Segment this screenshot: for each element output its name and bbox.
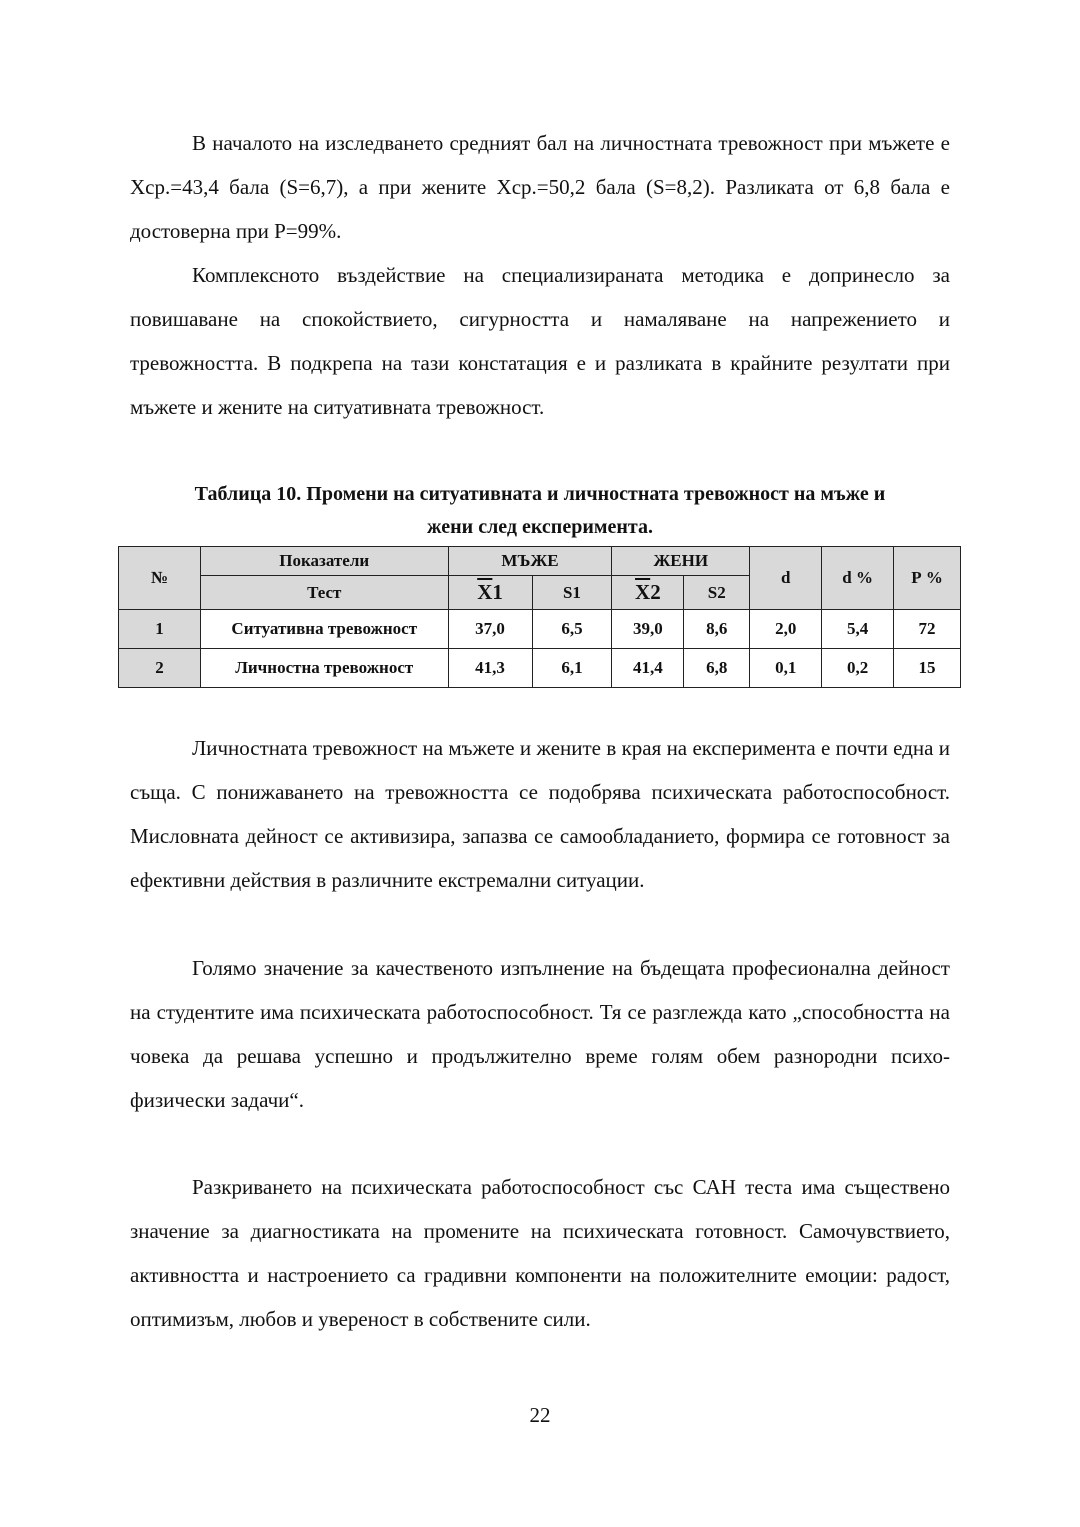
paragraph-personal-anxiety-baseline: В началото на изследването средният бал на личностната тревожност при мъжете е Хср.=43,4 бала (S=6,7), а при жените Хср.=50,2 бала (S=8,2). Разликата от 6,8 бала е достоверна при Р=99%.: [130, 131, 950, 243]
header-d: d: [750, 547, 822, 610]
paragraph-san-test: Разкриването на психическата работоспособност със САН теста има съществено значение за диагностиката на промените на психическата готовност. Самочувствието, активността и настроението са градивни компоненти на положителните емоции: радост, оптимизъм, любов и увереност в собствените сили.: [130, 1175, 950, 1331]
header-mean-women: $\overline{X}2$: [612, 576, 684, 610]
cell-no: 2: [119, 649, 201, 688]
header-sd-men: S1: [532, 576, 612, 610]
anxiety-results-table: [118, 546, 961, 688]
cell-x2: 41,4: [612, 649, 684, 688]
cell-x2: 39,0: [612, 610, 684, 649]
paragraph-personal-anxiety-end: Личностната тревожност на мъжете и жените в края на експеримента е почти една и съща. С понижаването на тревожността се подобрява психическата работоспособност. Мисловната дейност се активизира, запазва се самообладанието, формира се готовност за ефективни действия в различните екстремални ситуации.: [130, 736, 950, 892]
cell-d-percent: 5,4: [822, 610, 894, 649]
cell-s2: 8,6: [684, 610, 750, 649]
table-row: [119, 610, 961, 649]
cell-test: Личностна тревожност: [200, 649, 448, 688]
paragraph-complex-impact: Комплексното въздействие на специализираната методика е допринесло за повишаване на спокойствието, сигурността и намаляване на напрежението и тревожността. В подкрепа на тази констатация е и разликата в крайните резултати при мъжете и жените на ситуативната тревожност.: [130, 263, 950, 419]
cell-s1: 6,5: [532, 610, 612, 649]
cell-d-percent: 0,2: [822, 649, 894, 688]
cell-p-percent: 15: [894, 649, 961, 688]
header-sd-women: S2: [684, 576, 750, 610]
cell-d: 2,0: [750, 610, 822, 649]
table-caption: Таблица 10. Промени на ситуативната и личностната тревожност на мъже и жени след експеримента.: [194, 483, 886, 538]
page-number: 22: [529, 1403, 551, 1427]
paragraph-work-capacity: Голямо значение за качественото изпълнение на бъдещата професионална дейност на студентите има психическата работоспособност. Тя се разглежда като „способността на човека да решава успешно и продължително време голям обем разнородни психо-физически задачи“.: [130, 956, 950, 1112]
header-p-percent: Р %: [894, 547, 961, 610]
cell-s1: 6,1: [532, 649, 612, 688]
cell-x1: 37,0: [448, 610, 532, 649]
header-mean-men: $\overline{X}1$: [448, 576, 532, 610]
cell-no: 1: [119, 610, 201, 649]
cell-p-percent: 72: [894, 610, 961, 649]
header-indicators: Показатели: [200, 547, 448, 576]
cell-test: Ситуативна тревожност: [200, 610, 448, 649]
header-men: МЪЖЕ: [448, 547, 612, 576]
header-women: ЖЕНИ: [612, 547, 750, 576]
table-row: [119, 649, 961, 688]
cell-d: 0,1: [750, 649, 822, 688]
cell-s2: 6,8: [684, 649, 750, 688]
header-number: №: [119, 547, 201, 610]
header-test: Тест: [200, 576, 448, 610]
table-header-row-1: [119, 547, 961, 576]
cell-x1: 41,3: [448, 649, 532, 688]
header-d-percent: d %: [822, 547, 894, 610]
